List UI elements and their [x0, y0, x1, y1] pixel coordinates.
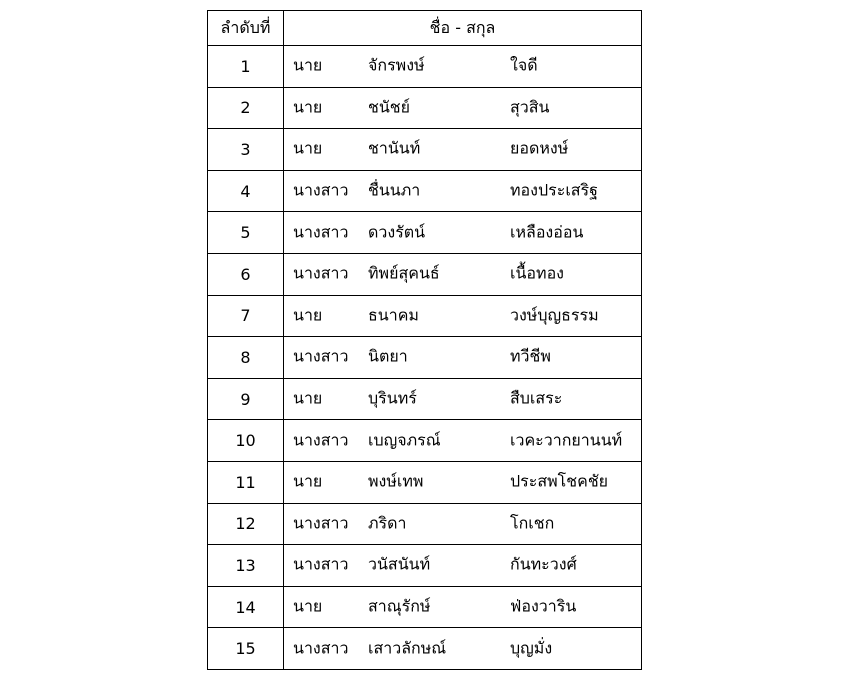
last-name: เหลืองอ่อน — [510, 222, 584, 242]
header-number: ลำดับที่ — [208, 11, 284, 46]
full-name-cell — [284, 170, 642, 212]
last-name: กันทะวงศ์ — [510, 554, 577, 574]
last-name: โกเชก — [510, 513, 555, 533]
full-name-cell — [284, 628, 642, 670]
table-row — [208, 129, 642, 171]
full-name — [284, 171, 641, 212]
row-number: 7 — [208, 295, 284, 337]
row-number: 15 — [208, 628, 284, 670]
full-name — [284, 420, 641, 461]
first-name: ทิพย์สุคนธ์ — [368, 263, 440, 283]
full-name — [284, 379, 641, 420]
first-name: ชื่นนภา — [368, 180, 421, 200]
row-number: 6 — [208, 253, 284, 295]
first-name: ชานันท์ — [368, 138, 421, 158]
first-name: ธนาคม — [368, 305, 419, 325]
full-name-cell — [284, 420, 642, 462]
name-title: นาย — [293, 305, 323, 325]
full-name — [284, 296, 641, 337]
table-row — [208, 87, 642, 129]
table-row — [208, 337, 642, 379]
name-title: นาย — [293, 55, 323, 75]
name-title: นางสาว — [293, 554, 349, 574]
name-title: นาย — [293, 596, 323, 616]
name-title: นาย — [293, 471, 323, 491]
full-name-cell — [284, 295, 642, 337]
last-name: สุวสิน — [510, 97, 550, 117]
table-row — [208, 545, 642, 587]
name-title: นางสาว — [293, 180, 349, 200]
table-row — [208, 253, 642, 295]
first-name: ดวงรัตน์ — [368, 222, 426, 242]
last-name: ประสพโชคชัย — [510, 471, 609, 491]
row-number: 14 — [208, 586, 284, 628]
header-name: ชื่อ - สกุล — [284, 11, 642, 46]
first-name: พงษ์เทพ — [368, 471, 424, 491]
full-name — [284, 88, 641, 129]
first-name: เบญจภรณ์ — [368, 430, 441, 450]
table-row — [208, 628, 642, 670]
table-row — [208, 503, 642, 545]
last-name: ฟ่องวาริน — [510, 596, 577, 616]
name-title: นาย — [293, 388, 323, 408]
row-number: 11 — [208, 461, 284, 503]
last-name: บุญมั่ง — [510, 638, 553, 658]
last-name: เนื้อทอง — [510, 263, 564, 283]
table-row — [208, 586, 642, 628]
table-row — [208, 212, 642, 254]
table-row — [208, 461, 642, 503]
full-name — [284, 46, 641, 87]
name-list-table — [207, 10, 642, 670]
full-name — [284, 212, 641, 253]
full-name-cell — [284, 337, 642, 379]
last-name: ทองประเสริฐ — [510, 180, 598, 200]
row-number: 2 — [208, 87, 284, 129]
full-name-cell — [284, 586, 642, 628]
full-name — [284, 337, 641, 378]
last-name: เวคะวากยานนท์ — [510, 430, 623, 450]
full-name-cell — [284, 212, 642, 254]
table-row — [208, 295, 642, 337]
full-name — [284, 129, 641, 170]
last-name: สืบเสระ — [510, 388, 563, 408]
first-name: สาณุรักษ์ — [368, 596, 431, 616]
last-name: วงษ์บุญธรรม — [510, 305, 599, 325]
row-number: 5 — [208, 212, 284, 254]
first-name: นิตยา — [368, 346, 408, 366]
name-title: นาย — [293, 138, 323, 158]
name-title: นาย — [293, 97, 323, 117]
last-name: ใจดี — [510, 55, 538, 75]
name-title: นางสาว — [293, 346, 349, 366]
first-name: วนัสนันท์ — [368, 554, 431, 574]
last-name: ยอดหงษ์ — [510, 138, 569, 158]
table-row — [208, 170, 642, 212]
table-row — [208, 378, 642, 420]
row-number: 1 — [208, 46, 284, 88]
row-number: 12 — [208, 503, 284, 545]
header-row — [208, 11, 642, 46]
full-name-cell — [284, 545, 642, 587]
last-name: ทวีชีพ — [510, 346, 551, 366]
full-name-cell — [284, 46, 642, 88]
full-name — [284, 545, 641, 586]
table-row — [208, 420, 642, 462]
first-name: เสาวลักษณ์ — [368, 638, 447, 658]
full-name — [284, 254, 641, 295]
full-name-cell — [284, 253, 642, 295]
row-number: 10 — [208, 420, 284, 462]
name-title: นางสาว — [293, 222, 349, 242]
row-number: 4 — [208, 170, 284, 212]
table-body — [208, 46, 642, 670]
table-row — [208, 46, 642, 88]
full-name — [284, 462, 641, 503]
first-name: บุรินทร์ — [368, 388, 417, 408]
name-title: นางสาว — [293, 430, 349, 450]
row-number: 9 — [208, 378, 284, 420]
full-name-cell — [284, 461, 642, 503]
name-title: นางสาว — [293, 638, 349, 658]
full-name-cell — [284, 378, 642, 420]
name-title: นางสาว — [293, 263, 349, 283]
table-header — [208, 11, 642, 46]
full-name-cell — [284, 503, 642, 545]
row-number: 8 — [208, 337, 284, 379]
full-name — [284, 504, 641, 545]
full-name-cell — [284, 87, 642, 129]
first-name: จักรพงษ์ — [368, 55, 425, 75]
first-name: ชนัชย์ — [368, 97, 411, 117]
row-number: 3 — [208, 129, 284, 171]
first-name: ภริดา — [368, 513, 407, 533]
full-name-cell — [284, 129, 642, 171]
name-title: นางสาว — [293, 513, 349, 533]
row-number: 13 — [208, 545, 284, 587]
full-name — [284, 628, 641, 669]
full-name — [284, 587, 641, 628]
